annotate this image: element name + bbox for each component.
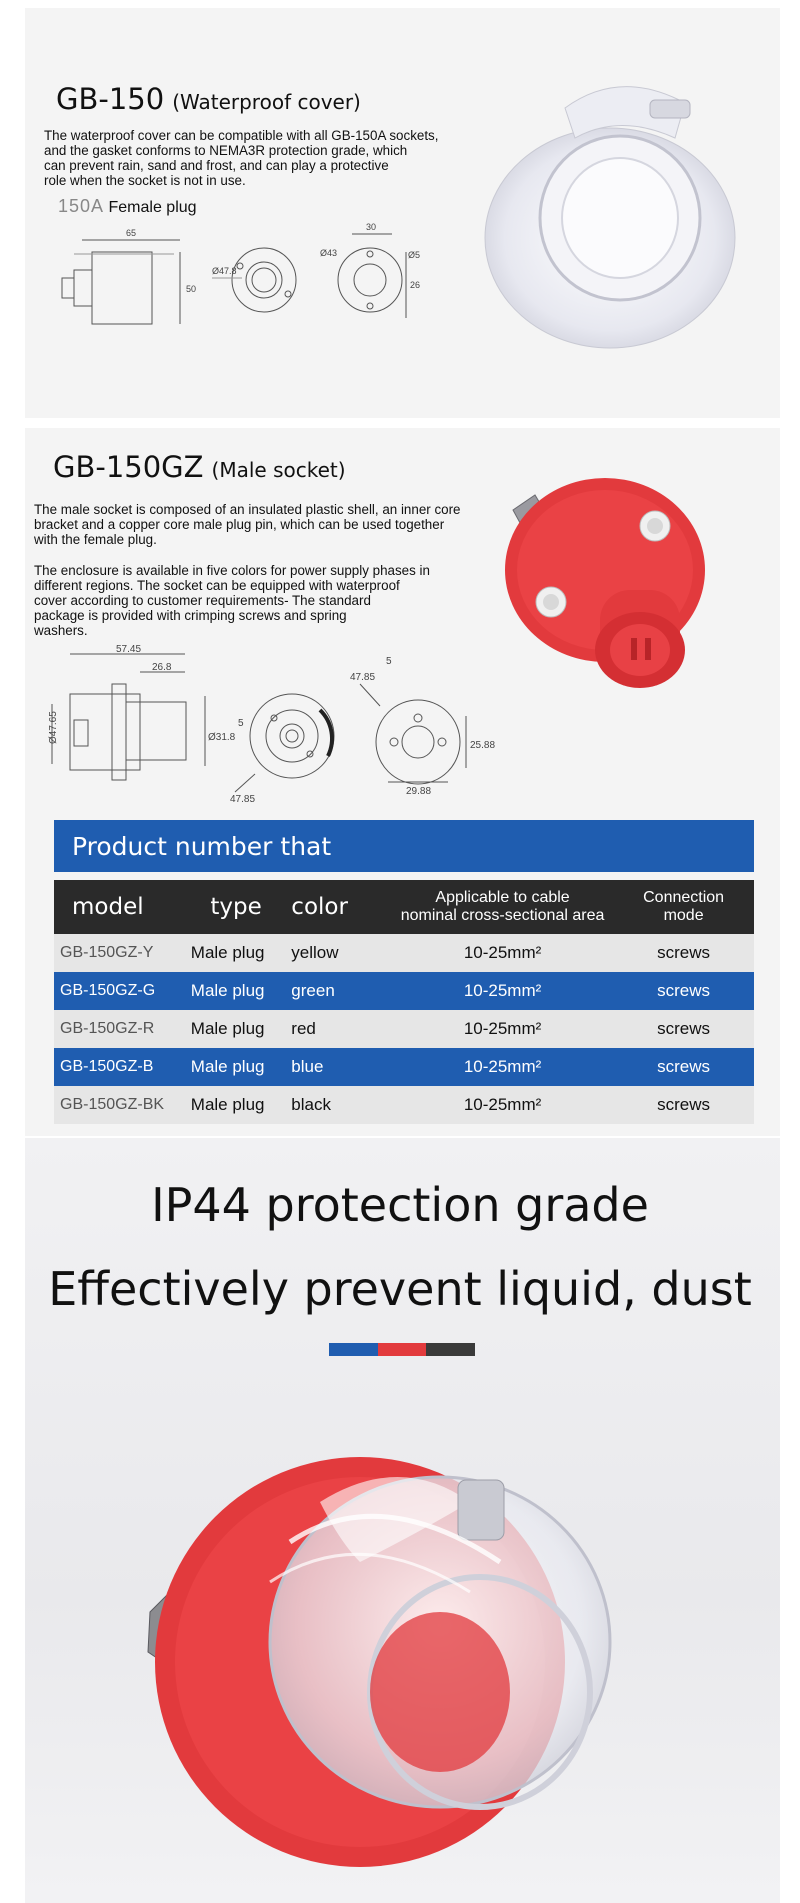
section1-title: GB-150 (Waterproof cover) [56,82,361,116]
cell-area: 10-25mm² [392,1048,613,1086]
cell-model: GB-150GZ-Y [54,934,191,972]
table-row [54,1048,754,1086]
table-row [54,1010,754,1048]
waterproof-cover-image [470,48,750,358]
section2-title: GB-150GZ (Male socket) [53,450,346,484]
header-color: color [281,880,392,934]
header-model: model [54,880,191,934]
product-number-band [54,820,754,872]
table-row [54,972,754,1010]
dim-hole: Ø5 [408,250,421,260]
cell-type: Male plug [191,1086,282,1124]
male-socket-image [495,470,750,700]
dim-inner: 26.8 [152,662,172,673]
dim-five2: 5 [386,656,392,667]
cell-color: blue [281,1048,392,1086]
cell-area: 10-25mm² [392,972,613,1010]
socket-with-cover-image [140,1392,660,1892]
header-connection: Connection mode [613,880,754,934]
product-number-heading: Product number that [72,832,332,861]
cell-model: GB-150GZ-G [54,972,191,1010]
section2-description-2: The enclosure is available in five colors for power supply phases in different regions. The socket can be equipped with waterproof cover according to customer requirements- The standard package is provided with crimping screws and spring washers. [34,563,430,638]
table-header-row [54,880,754,934]
color-stripes [329,1343,475,1356]
dim-side: 26 [410,280,421,290]
cell-area: 10-25mm² [392,1010,613,1048]
cell-connection: screws [613,972,754,1010]
cell-connection: screws [613,1048,754,1086]
cell-connection: screws [613,1010,754,1048]
stripe-red [378,1343,427,1356]
section2-description-1: The male socket is composed of an insulated plastic shell, an inner core bracket and a copper core male plug pin, which can be used together with the female plug. [34,502,461,547]
cell-type: Male plug [191,1010,282,1048]
cell-type: Male plug [191,934,282,972]
cell-type: Male plug [191,1048,282,1086]
dim-top: 30 [366,222,377,232]
ip44-heading: IP44 protection grade [151,1178,649,1232]
female-plug-label: 150A Female plug [58,196,197,216]
dim-pcd2: 47.85 [350,672,376,683]
cell-connection: screws [613,1086,754,1124]
dim-five: 5 [238,718,244,729]
stripe-dark [426,1343,475,1356]
dim-height: 50 [186,284,197,294]
dim-dia2: Ø43 [320,248,338,258]
dim-width: 65 [126,228,137,238]
cell-type: Male plug [191,972,282,1010]
stripe-blue [329,1343,378,1356]
section1-description: The waterproof cover can be compatible with all GB-150A sockets, and the gasket conforms to NEMA3R protection grade, which can prevent rain, sand and frost, and can play a protective role when the socket is not in use. [44,128,439,188]
table-row [54,934,754,972]
dim-pcd: 47.85 [230,794,256,804]
header-area: Applicable to cable nominal cross-sectional area [392,880,613,934]
cell-area: 10-25mm² [392,934,613,972]
cell-model: GB-150GZ-R [54,1010,191,1048]
cell-color: yellow [281,934,392,972]
ip44-subheading: Effectively prevent liquid, dust [48,1262,752,1316]
dim-mid: Ø31.8 [208,732,236,743]
female-plug-drawing [52,222,432,332]
cell-color: black [281,1086,392,1124]
dim-left-dia: Ø47.65 [48,711,59,744]
dim-w: 29.88 [406,786,432,797]
cell-model: GB-150GZ-BK [54,1086,191,1124]
table-row [54,1086,754,1124]
cell-area: 10-25mm² [392,1086,613,1124]
dim-h: 25.88 [470,740,496,751]
dim-total: 57.45 [116,644,142,655]
cell-connection: screws [613,934,754,972]
header-type: type [191,880,282,934]
dim-dia1: Ø47.8 [212,266,237,276]
male-socket-drawing [40,644,500,804]
cell-color: green [281,972,392,1010]
cell-color: red [281,1010,392,1048]
cell-model: GB-150GZ-B [54,1048,191,1086]
product-table [54,880,754,1124]
